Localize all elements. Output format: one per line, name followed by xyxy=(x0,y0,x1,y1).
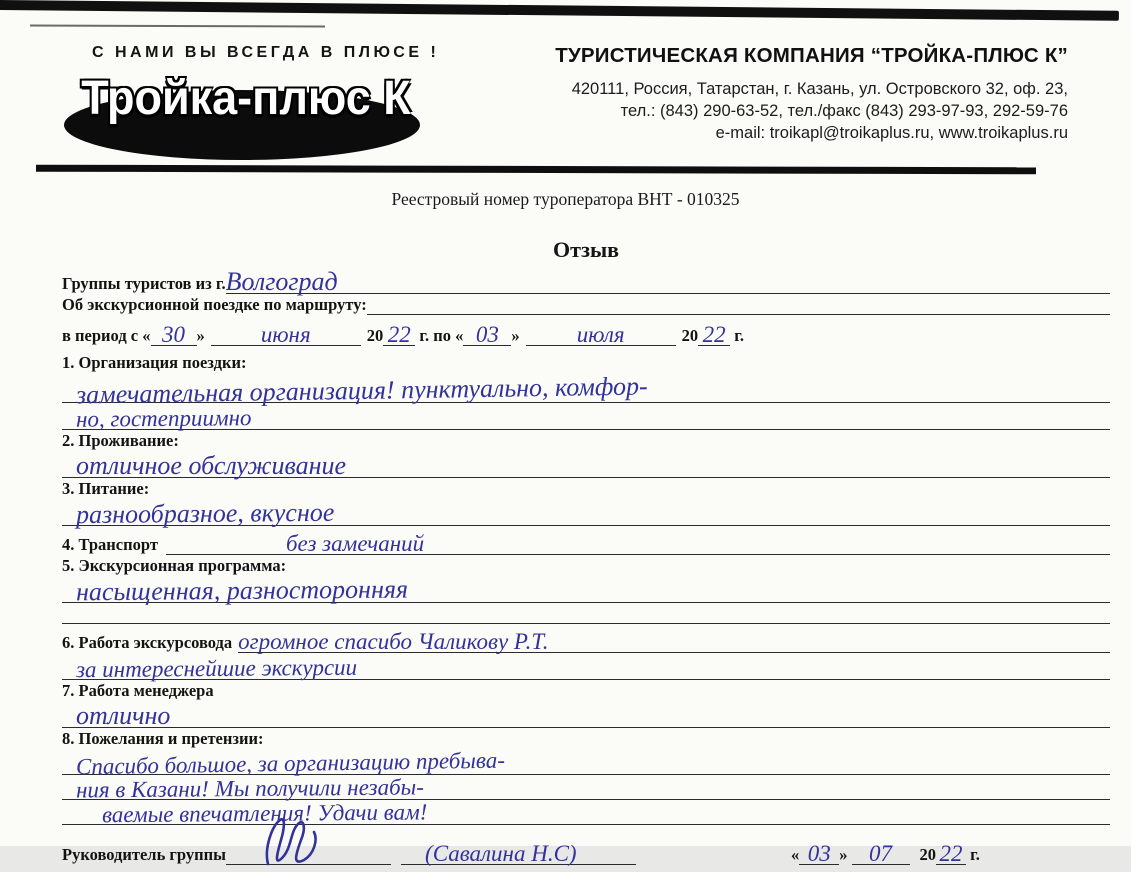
item-8-label-row xyxy=(62,729,1110,749)
logo-text: Тройка-плюс К xyxy=(81,69,411,125)
item-3-label-row xyxy=(62,479,1110,499)
item-7-response-row xyxy=(62,702,1110,728)
item-8-response-row-2 xyxy=(62,774,1110,803)
item-8-response-3: ваемые впечатления! Удачи вам! xyxy=(101,799,428,828)
form-title: Отзыв xyxy=(552,237,620,262)
signature-line xyxy=(226,860,391,865)
period-yy-from: 22 xyxy=(383,322,415,346)
item-8-response-row-1 xyxy=(62,747,1110,780)
letterhead xyxy=(64,44,1068,154)
date-day: 03 xyxy=(799,841,839,865)
route-field xyxy=(62,295,1110,315)
item-5-response-row xyxy=(62,574,1110,607)
item-7-label: 7. Работа менеджера xyxy=(62,681,214,700)
date-suffix: г. xyxy=(966,845,980,864)
company-title: ТУРИСТИЧЕСКАЯ КОМПАНИЯ “ТРОЙКА-ПЛЮС К” xyxy=(555,44,1068,67)
period-year-printed-2: 20 xyxy=(681,326,699,345)
group-city-line xyxy=(226,269,1110,294)
date-month: 07 xyxy=(852,841,910,865)
item-8-label: 8. Пожелания и претензии: xyxy=(62,729,264,748)
company-info-block xyxy=(434,44,1068,154)
signature-block xyxy=(62,841,1110,865)
item-8-response-1: Спасибо большое, за организацию пребыва- xyxy=(75,747,506,780)
troika-plus-logo xyxy=(64,69,420,154)
item-2-response-row xyxy=(62,452,1110,478)
item-6-field xyxy=(62,625,1110,653)
period-quote-1: » xyxy=(196,326,205,345)
scan-edge-line xyxy=(0,0,1119,21)
signature-scribble xyxy=(254,814,354,872)
item-1-response-1: замечательная организация! пунктуально, комфор- xyxy=(75,371,648,410)
date-yy: 22 xyxy=(936,841,966,865)
signature-name-line xyxy=(401,841,636,865)
signature-name: (Савалина Н.С) xyxy=(425,841,577,866)
item-6-response-2: за интереснейшие экскурсии xyxy=(75,654,358,683)
group-city-label: Группы туристов из г. xyxy=(62,274,226,293)
period-field xyxy=(62,316,1110,346)
item-2-label-row xyxy=(62,431,1110,451)
item-8-response-row-3 xyxy=(62,799,1110,828)
item-5-label-row xyxy=(62,556,1110,576)
group-city-field xyxy=(62,269,1110,294)
item-7-label-row xyxy=(62,681,1110,701)
item-5-blank-row xyxy=(62,604,1110,624)
period-month-from: июня xyxy=(211,322,361,346)
item-2-response: отличное обслуживание xyxy=(76,451,347,480)
item-1-response-row-1 xyxy=(62,371,1110,410)
item-3-response: разнообразное, вкусное xyxy=(75,497,335,530)
item-6-response-1: огромное спасибо Чаликову Р.Т. xyxy=(238,629,549,654)
handwritten-city: Волгоград xyxy=(225,267,338,296)
item-2-label: 2. Проживание: xyxy=(62,431,179,450)
item-4-label: 4. Транспорт xyxy=(62,535,158,554)
route-line xyxy=(367,312,1110,315)
date-year-printed: 20 xyxy=(919,845,937,864)
header-divider xyxy=(36,165,1036,175)
period-prefix: в период с « xyxy=(62,326,151,345)
feedback-form-body xyxy=(62,237,1110,865)
item-6-response-row-2 xyxy=(62,654,1110,683)
company-phones: тел.: (843) 290-63-52, тел./факс (843) 293-97-93, 292-59-76 xyxy=(620,102,1068,120)
company-address: 420111, Россия, Татарстан, г. Казань, ул. Островского 32, оф. 23, xyxy=(571,80,1068,98)
item-1-label-row xyxy=(62,353,1110,373)
period-month-to: июля xyxy=(526,322,676,346)
item-3-response-row xyxy=(62,497,1110,530)
brand-tagline: С НАМИ ВЫ ВСЕГДА В ПЛЮСЕ ! xyxy=(92,44,440,61)
item-5-label: 5. Экскурсионная программа: xyxy=(62,556,287,575)
item-3-label: 3. Питание: xyxy=(62,479,150,498)
period-day-from: 30 xyxy=(151,322,197,346)
registry-number: Реестровый номер туроператора ВНТ - 010325 xyxy=(391,189,740,209)
period-quote-2: » xyxy=(511,326,520,345)
item-1-response-row-2 xyxy=(62,404,1110,430)
period-yy-to: 22 xyxy=(698,322,730,346)
item-5-response: насыщенная, разносторонняя xyxy=(75,574,409,607)
period-year-printed-1: 20 xyxy=(366,326,384,345)
brand-block xyxy=(64,44,440,154)
item-1-label: 1. Организация поездки: xyxy=(62,353,247,372)
route-label: Об экскурсионной поездке по маршруту: xyxy=(62,295,367,314)
company-email: e-mail: troikapl@troikaplus.ru, www.troikaplus.ru xyxy=(715,124,1068,142)
period-mid: г. по « xyxy=(415,326,464,345)
item-1-response-2: но, гостеприимно xyxy=(75,405,252,432)
item-8-response-2: ния в Казани! Мы получили незабы- xyxy=(75,774,424,803)
date-quote-1: « xyxy=(791,845,800,864)
item-4-response: без замечаний xyxy=(285,531,425,556)
date-quote-2: » xyxy=(839,845,848,864)
period-suffix: г. xyxy=(730,326,745,345)
period-day-to: 03 xyxy=(463,322,511,346)
leader-label: Руководитель группы xyxy=(62,845,227,864)
item-6-label: 6. Работа экскурсовода xyxy=(62,633,233,652)
scan-edge-line-thin xyxy=(30,24,325,27)
item-7-response: отлично xyxy=(76,701,171,730)
item-4-field xyxy=(62,527,1110,555)
